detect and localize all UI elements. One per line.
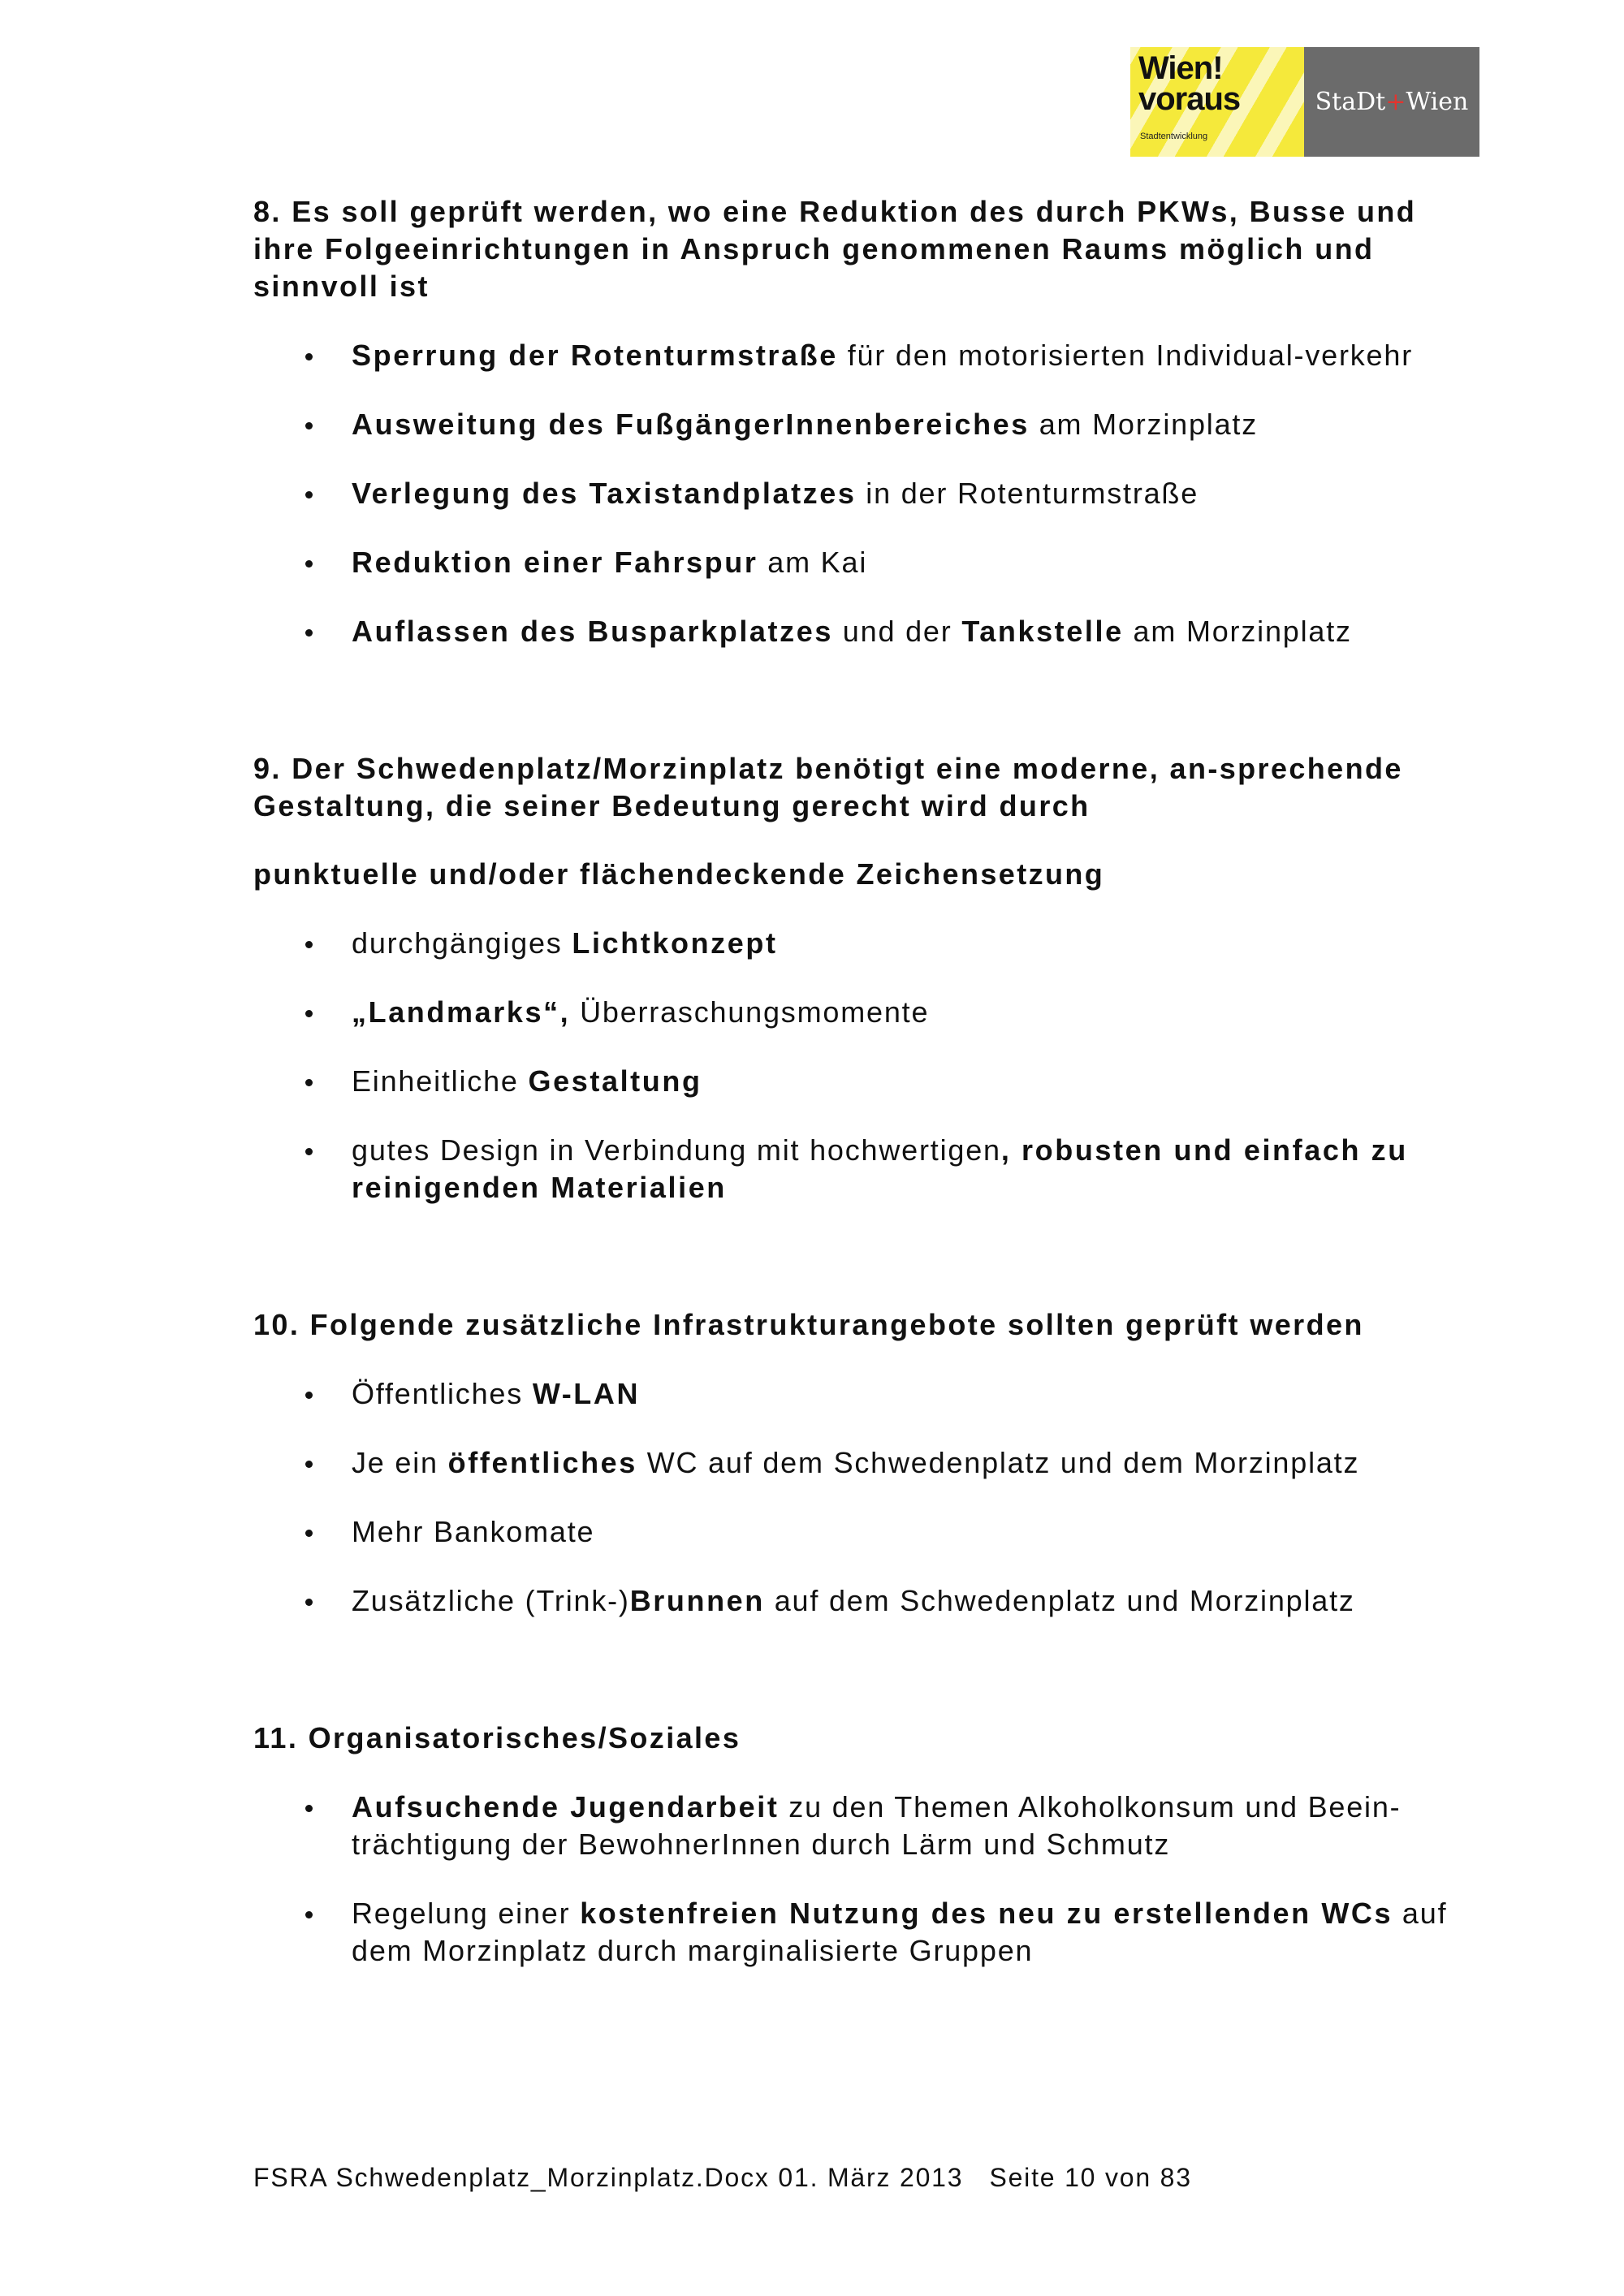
section-9-title: 9. Der Schwedenplatz/Morzinplatz benötigt eine moderne, an-sprechende Gestaltung, die seiner Bedeutung gerecht wird durch: [253, 752, 1403, 822]
stadt-wien-logo: [1304, 47, 1479, 157]
section-11-title: 11. Organisatorisches/Soziales: [253, 1721, 741, 1754]
section-8: [253, 193, 1488, 650]
list-item: Reduktion einer Fahrspur am Kai: [253, 544, 1488, 581]
footer-page-number: Seite 10 von 83: [989, 2163, 1192, 2192]
stadt-wien-cross: +: [1385, 88, 1406, 116]
logo-line1: Wien!: [1138, 50, 1223, 86]
list-item: Auflassen des Busparkplatzes und der Tankstelle am Morzinplatz: [253, 613, 1488, 650]
section-11: [253, 1720, 1488, 1970]
stadt-wien-right: Wien: [1406, 88, 1469, 116]
list-item: Je ein öffentliches WC auf dem Schwedenplatz und dem Morzinplatz: [253, 1444, 1488, 1482]
section-10-title: 10. Folgende zusätzliche Infrastrukturangebote sollten geprüft werden: [253, 1308, 1364, 1341]
list-item: Verlegung des Taxistandplatzes in der Rotenturmstraße: [253, 475, 1488, 512]
list-item: gutes Design in Verbindung mit hochwertigen, robusten und einfach zu reinigenden Materialien: [253, 1132, 1488, 1206]
section-9-list: [253, 925, 1488, 1206]
section-9: [253, 750, 1488, 1206]
section-8-title: 8. Es soll geprüft werden, wo eine Reduktion des durch PKWs, Busse und ihre Folgeeinrichtungen in Anspruch genommenen Raums möglich und sinnvoll ist: [253, 195, 1417, 303]
section-10-list: [253, 1375, 1488, 1620]
list-item: Mehr Bankomate: [253, 1513, 1488, 1551]
list-item: Aufsuchende Jugendarbeit zu den Themen Alkoholkonsum und Beein-trächtigung der BewohnerInnen durch Lärm und Schmutz: [253, 1789, 1488, 1863]
list-item: Sperrung der Rotenturmstraße für den motorisierten Individual-verkehr: [253, 337, 1488, 374]
section-9-subtitle: punktuelle und/oder flächendeckende Zeichensetzung: [253, 857, 1105, 891]
list-item: Ausweitung des FußgängerInnenbereiches am Morzinplatz: [253, 406, 1488, 443]
section-11-list: [253, 1789, 1488, 1970]
stadt-wien-left: StaDt: [1315, 88, 1386, 116]
list-item: Regelung einer kostenfreien Nutzung des neu zu erstellenden WCs auf dem Morzinplatz durch marginalisierte Gruppen: [253, 1895, 1488, 1970]
list-item: Einheitliche Gestaltung: [253, 1063, 1488, 1100]
main-content: [253, 193, 1488, 1970]
wien-voraus-logo: [1130, 47, 1304, 157]
footer-document-info: FSRA Schwedenplatz_Morzinplatz.Docx 01. März 2013: [253, 2163, 964, 2192]
page-footer: [253, 2163, 1192, 2193]
list-item: „Landmarks“, Überraschungsmomente: [253, 994, 1488, 1031]
list-item: Öffentliches W-LAN: [253, 1375, 1488, 1413]
list-item: Zusätzliche (Trink-)Brunnen auf dem Schwedenplatz und Morzinplatz: [253, 1582, 1488, 1620]
logo-line2: voraus: [1138, 81, 1241, 117]
section-10: [253, 1306, 1488, 1620]
section-8-list: [253, 337, 1488, 650]
list-item: durchgängiges Lichtkonzept: [253, 925, 1488, 962]
logo-line3: Stadtentwicklung: [1140, 132, 1208, 141]
header-logo: [1130, 47, 1479, 157]
